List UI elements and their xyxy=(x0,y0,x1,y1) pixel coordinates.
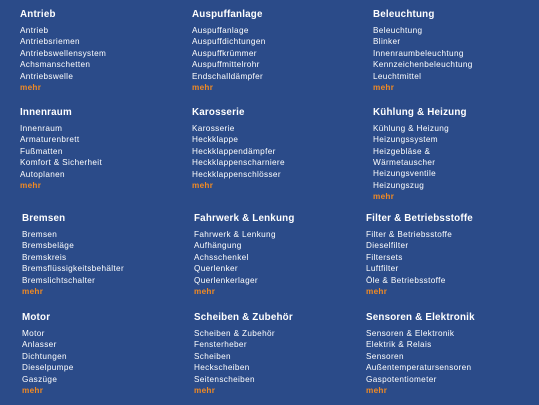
category-fahrwerk-lenkung xyxy=(194,213,364,297)
category-link[interactable]: Innenraumbeleuchtung xyxy=(373,48,464,58)
category-link[interactable]: Heckklappendämpfer xyxy=(192,146,276,156)
category-link[interactable]: Querlenkerlager xyxy=(194,275,258,285)
more-link[interactable]: mehr xyxy=(366,386,388,396)
category-link[interactable]: Innenraum xyxy=(20,124,63,133)
category-title[interactable]: Sensoren & Elektronik xyxy=(366,312,475,323)
category-link[interactable]: Autoplanen xyxy=(20,169,65,179)
category-link[interactable]: Außentemperatursensoren xyxy=(366,363,472,373)
category-link[interactable]: Auspuffmittelrohr xyxy=(192,60,260,70)
category-link[interactable]: Dichtungen xyxy=(22,351,67,361)
more-link[interactable]: mehr xyxy=(373,83,395,93)
category-kuehlung-heizung xyxy=(373,107,539,202)
category-sensoren-elektronik xyxy=(366,312,536,396)
category-link[interactable]: Motor xyxy=(22,329,45,338)
category-title[interactable]: Scheiben & Zubehör xyxy=(194,312,293,323)
category-link[interactable]: Antriebsriemen xyxy=(20,37,80,47)
category-filter-betriebsstoffe xyxy=(366,213,536,297)
more-link[interactable]: mehr xyxy=(194,386,216,396)
category-link[interactable]: Querlenker xyxy=(194,264,239,274)
category-link[interactable]: Bremsflüssigkeitsbehälter xyxy=(22,264,125,274)
category-title[interactable]: Beleuchtung xyxy=(373,9,435,20)
category-link[interactable]: Heizungsventile xyxy=(373,169,437,179)
category-link[interactable]: Achsschenkel xyxy=(194,252,249,262)
category-link[interactable]: Leuchtmittel xyxy=(373,71,422,81)
category-link[interactable]: Aufhängung xyxy=(194,241,242,251)
category-link[interactable]: Beleuchtung xyxy=(373,26,423,35)
category-link[interactable]: Auspuffdichtungen xyxy=(192,37,266,47)
category-title[interactable]: Innenraum xyxy=(20,107,72,118)
category-link[interactable]: Bremskreis xyxy=(22,252,67,262)
category-title[interactable]: Motor xyxy=(22,312,51,323)
category-link[interactable]: Anlasser xyxy=(22,340,57,350)
category-link[interactable]: Bremsbeläge xyxy=(22,241,75,251)
category-link[interactable]: Achsmanschetten xyxy=(20,60,91,70)
category-link[interactable]: Heckklappe xyxy=(192,135,239,145)
category-link[interactable]: Heckklappenschlösser xyxy=(192,169,281,179)
more-link[interactable]: mehr xyxy=(20,181,42,191)
category-link[interactable]: Sensoren & Elektronik xyxy=(366,329,455,338)
category-link[interactable]: Dieselpumpe xyxy=(22,363,74,373)
category-link[interactable]: Heizungssystem xyxy=(373,135,438,145)
category-link[interactable]: Heckscheiben xyxy=(194,363,250,373)
more-link[interactable]: mehr xyxy=(192,83,214,93)
more-link[interactable]: mehr xyxy=(20,83,42,93)
category-antrieb xyxy=(20,9,190,93)
category-link[interactable]: Gaspotentiometer xyxy=(366,374,437,384)
category-auspuffanlage xyxy=(192,9,362,93)
more-link[interactable]: mehr xyxy=(194,287,216,297)
category-title[interactable]: Kühlung & Heizung xyxy=(373,107,467,118)
category-link[interactable]: Kennzeichenbeleuchtung xyxy=(373,60,473,70)
category-link[interactable]: Luftfilter xyxy=(366,264,399,274)
category-link[interactable]: Scheiben xyxy=(194,351,231,361)
category-title[interactable]: Fahrwerk & Lenkung xyxy=(194,213,295,224)
more-link[interactable]: mehr xyxy=(22,287,44,297)
more-link[interactable]: mehr xyxy=(366,287,388,297)
category-link[interactable]: Fußmatten xyxy=(20,146,63,156)
category-link[interactable]: Blinker xyxy=(373,37,401,47)
more-link[interactable]: mehr xyxy=(373,192,395,202)
category-innenraum xyxy=(20,107,190,191)
category-scheiben-zubehoer xyxy=(194,312,364,396)
category-title[interactable]: Karosserie xyxy=(192,107,245,118)
category-title[interactable]: Bremsen xyxy=(22,213,66,224)
category-link[interactable]: Heizungszug xyxy=(373,180,425,190)
category-title[interactable]: Filter & Betriebsstoffe xyxy=(366,213,473,224)
more-link[interactable]: mehr xyxy=(192,181,214,191)
category-link[interactable]: Filter & Betriebsstoffe xyxy=(366,230,453,239)
category-link[interactable]: Filtersets xyxy=(366,252,403,262)
category-karosserie xyxy=(192,107,362,191)
category-link[interactable]: Fensterheber xyxy=(194,340,247,350)
category-link[interactable]: Bremsen xyxy=(22,230,58,239)
category-link[interactable]: Öle & Betriebsstoffe xyxy=(366,275,446,285)
category-link[interactable]: Fahrwerk & Lenkung xyxy=(194,230,276,239)
category-bremsen xyxy=(22,213,192,297)
category-link[interactable]: Antriebswelle xyxy=(20,71,74,81)
category-title[interactable]: Antrieb xyxy=(20,9,56,20)
category-beleuchtung xyxy=(373,9,539,93)
category-link[interactable]: Elektrik & Relais xyxy=(366,340,432,350)
category-link[interactable]: Antrieb xyxy=(20,26,49,35)
category-link[interactable]: Sensoren xyxy=(366,351,404,361)
category-title[interactable]: Auspuffanlage xyxy=(192,9,263,20)
category-link[interactable]: Karosserie xyxy=(192,124,235,133)
category-link[interactable]: Heizgebläse & Wärmetauscher xyxy=(373,146,436,168)
category-link[interactable]: Antriebswellensystem xyxy=(20,48,107,58)
category-link[interactable]: Dieselfilter xyxy=(366,241,409,251)
category-link[interactable]: Komfort & Sicherheit xyxy=(20,158,103,168)
category-link[interactable]: Bremslichtschalter xyxy=(22,275,96,285)
category-link[interactable]: Endschalldämpfer xyxy=(192,71,264,81)
category-link[interactable]: Kühlung & Heizung xyxy=(373,124,450,133)
category-link[interactable]: Scheiben & Zubehör xyxy=(194,329,275,338)
category-motor xyxy=(22,312,192,396)
category-link[interactable]: Seitenscheiben xyxy=(194,374,255,384)
category-link[interactable]: Heckklappenscharniere xyxy=(192,158,285,168)
category-link[interactable]: Gaszüge xyxy=(22,374,58,384)
category-link[interactable]: Auspuffanlage xyxy=(192,26,249,35)
category-link[interactable]: Auspuffkrümmer xyxy=(192,48,257,58)
category-link[interactable]: Armaturenbrett xyxy=(20,135,80,145)
more-link[interactable]: mehr xyxy=(22,386,44,396)
